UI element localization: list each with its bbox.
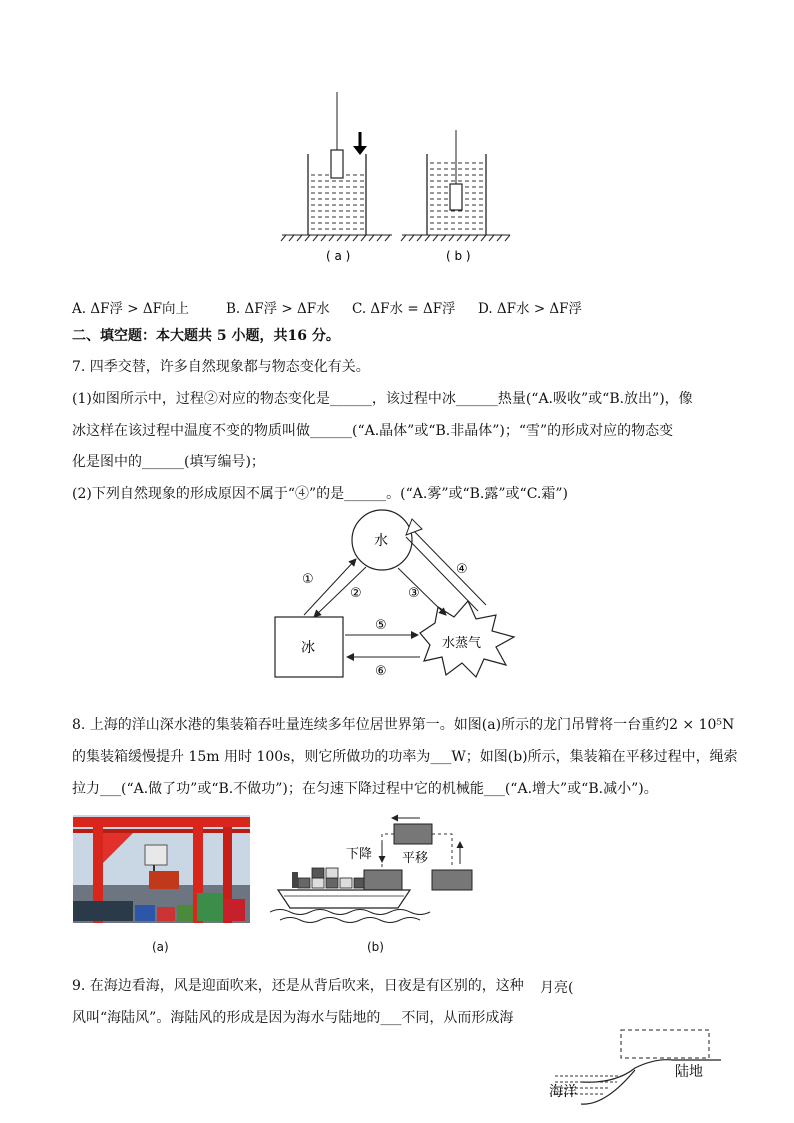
sea-land-breeze-diagram <box>545 1022 725 1122</box>
container-move-diagram <box>270 812 480 927</box>
land-label: 陆地 <box>675 1064 703 1080</box>
label-2: ② <box>350 586 362 601</box>
beaker-b <box>427 130 486 235</box>
beaker-a <box>308 92 367 235</box>
label-1: ① <box>302 572 314 587</box>
q8-fig-b-label: (b) <box>367 940 384 954</box>
sea-label: 海洋 <box>549 1084 577 1100</box>
q8-line1: 8. 上海的洋山深水港的集装箱吞吐量连续多年位居世界第一。如图(a)所示的龙门吊臂将一台重约2 × 10⁵N <box>72 717 735 733</box>
q7-part1-line1: (1)如图所示中，过程②对应的物态变化是______，该过程中冰______热量(“A.吸收”或“B.放出”)，像 <box>72 391 693 407</box>
beaker-figure <box>280 92 520 272</box>
moon-label: 月亮( <box>540 980 574 996</box>
label-3: ③ <box>408 586 420 601</box>
q9-line2: 风叫“海陆风”。海陆风的形成是因为海水与陆地的___不同，从而形成海 <box>72 1010 514 1026</box>
fig1-label-b: ( b ) <box>446 249 471 263</box>
vapor-label: 水蒸气 <box>442 636 482 651</box>
ground-hatch <box>281 235 510 241</box>
q7-part1-line3: 化是图中的______(填写编号)； <box>72 454 265 470</box>
label-6: ⑥ <box>375 664 387 679</box>
label-5: ⑤ <box>375 618 387 633</box>
water-label: 水 <box>374 533 388 549</box>
phase-change-diagram <box>270 505 530 685</box>
gantry-crane-photo <box>73 815 250 923</box>
ice-label: 冰 <box>301 640 315 656</box>
fig1-label-a: ( a ) <box>326 249 351 263</box>
option-d: D. ΔF水 > ΔF浮 <box>478 301 583 317</box>
move-label: 平移 <box>402 851 429 866</box>
label-4: ④ <box>456 562 468 577</box>
q7-part2: (2)下列自然现象的形成原因不属于“④”的是______。(“A.雾”或“B.露”或“C.霜”) <box>72 486 568 502</box>
down-label: 下降 <box>346 847 373 862</box>
option-b: B. ΔF浮 > ΔF水 <box>226 301 330 317</box>
q8-line2: 的集装箱缓慢提升 15m 用时 100s，则它所做功的功率为___W；如图(b)所示，集装箱在平移过程中，绳索 <box>72 749 738 765</box>
q8-fig-a-label: (a) <box>152 940 169 954</box>
q9-line1: 9. 在海边看海，风是迎面吹来，还是从背后吹来，日夜是有区别的，这种 <box>72 978 524 994</box>
option-c: C. ΔF水 = ΔF浮 <box>352 301 456 317</box>
q7-part1-line2: 冰这样在该过程中温度不变的物质叫做______(“A.晶体”或“B.非晶体”)；“雪”的形成对应的物态变 <box>72 423 674 439</box>
section-heading: 二、填空题：本大题共 5 小题，共16 分。 <box>72 328 340 344</box>
q7-stem: 7. 四季交替，许多自然现象都与物态变化有关。 <box>72 359 370 375</box>
q8-line3: 拉力___(“A.做了功”或“B.不做功”)；在匀速下降过程中它的机械能___(“A.增大”或“B.减小”)。 <box>72 781 658 797</box>
option-a: A. ΔF浮 > ΔF向上 <box>72 301 189 317</box>
